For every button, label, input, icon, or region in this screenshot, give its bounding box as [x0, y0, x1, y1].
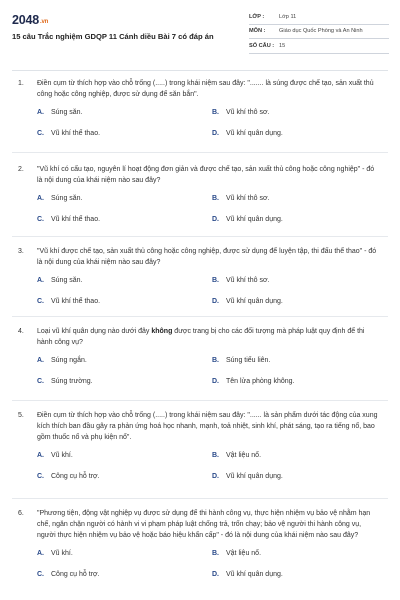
option-grid	[37, 276, 386, 307]
site-logo[interactable]	[12, 13, 48, 27]
option-d[interactable]: D. Vũ khí quân dụng.	[212, 298, 283, 305]
question-item	[0, 158, 400, 240]
question-item	[0, 320, 400, 404]
meta-value: 15	[279, 42, 286, 49]
option-b[interactable]: B. Súng tiểu liên.	[212, 357, 271, 364]
option-grid	[37, 549, 386, 580]
option-b[interactable]: B. Vũ khí thô sơ.	[212, 195, 270, 202]
question-item	[0, 240, 400, 320]
header-divider	[12, 70, 388, 71]
question-number: 4.	[18, 328, 24, 335]
logo-main: 2048	[12, 13, 40, 27]
meta-row-subject	[249, 25, 389, 40]
option-d[interactable]: D. Vũ khí quân dụng.	[212, 216, 283, 223]
option-a[interactable]: A. Súng săn.	[37, 277, 83, 284]
question-text: Loại vũ khí quân dụng nào dưới đây không được trang bị cho các đối tượng mà pháp luật quy định để thi hành công vụ?	[37, 328, 365, 346]
emphasis-text: không	[151, 328, 173, 335]
question-item	[0, 78, 400, 158]
question-divider	[12, 498, 388, 499]
option-grid	[37, 356, 386, 387]
meta-label: SỐ CÂU :	[249, 42, 275, 49]
option-b[interactable]: B. Vũ khí thô sơ.	[212, 109, 270, 116]
question-item	[0, 404, 400, 502]
option-a[interactable]: A. Vũ khí.	[37, 452, 73, 459]
document-title: 15 câu Trắc nghiệm GDQP 11 Cánh diều Bài 7 có đáp án	[12, 32, 214, 41]
question-text: "Phương tiện, động vật nghiệp vụ được sử dụng để thi hành công vụ, thực hiện nhiệm vụ bảo vệ nhằm hạn chế, ngăn chặn người có hành vi vi phạm pháp luật chống trả, trốn chạy; bảo vệ người thi hành công vụ, người thực hiện nhiệm vụ bảo vệ hoặc báo hiệu khẩn cấp" - đó là nội dung của khái niệm nào sau đây?	[37, 510, 371, 539]
option-a[interactable]: A. Súng ngắn.	[37, 357, 87, 364]
question-number: 2.	[18, 166, 24, 173]
option-c[interactable]: C. Công cụ hỗ trợ.	[37, 473, 100, 480]
option-a[interactable]: A. Súng săn.	[37, 195, 83, 202]
option-d[interactable]: D. Vũ khí quân dụng.	[212, 571, 283, 578]
option-grid	[37, 451, 386, 482]
question-divider	[12, 316, 388, 317]
option-d[interactable]: D. Vũ khí quân dụng.	[212, 130, 283, 137]
option-grid	[37, 194, 386, 225]
question-text: "Vũ khí được chế tạo, sản xuất thủ công hoặc công nghiệp, được sử dụng để luyện tập, thi đấu thể thao" - đó là nội dung của khái niệm nào sau đây?	[37, 248, 377, 266]
option-b[interactable]: B. Vật liệu nổ.	[212, 452, 262, 459]
question-number: 3.	[18, 248, 24, 255]
meta-table	[249, 10, 389, 54]
meta-row-count	[249, 39, 389, 54]
meta-value: Giáo dục Quốc Phòng và An Ninh	[279, 28, 363, 35]
option-c[interactable]: C. Súng trường.	[37, 378, 93, 385]
meta-label: MÔN :	[249, 28, 266, 35]
logo-suffix: .vn	[40, 19, 49, 25]
option-d[interactable]: D. Vũ khí quân dụng.	[212, 473, 283, 480]
option-c[interactable]: C. Vũ khí thể thao.	[37, 298, 101, 305]
option-a[interactable]: A. Súng săn.	[37, 109, 83, 116]
question-number: 6.	[18, 510, 24, 517]
question-divider	[12, 236, 388, 237]
question-number: 1.	[18, 80, 24, 87]
option-b[interactable]: B. Vật liệu nổ.	[212, 550, 262, 557]
question-text: "Vũ khí có cấu tạo, nguyên lí hoạt động đơn giản và được chế tạo, sản xuất thủ công hoặc công nghiệp" - đó là nội dung của khái niệm nào sau đây?	[37, 166, 375, 184]
question-divider	[12, 400, 388, 401]
option-c[interactable]: C. Vũ khí thể thao.	[37, 130, 101, 137]
option-b[interactable]: B. Vũ khí thô sơ.	[212, 277, 270, 284]
option-grid	[37, 108, 386, 139]
meta-label: LỚP :	[249, 13, 265, 20]
meta-value: Lớp 11	[279, 13, 297, 20]
option-c[interactable]: C. Công cụ hỗ trợ.	[37, 571, 100, 578]
option-a[interactable]: A. Vũ khí.	[37, 550, 73, 557]
question-list	[0, 78, 400, 600]
question-text: Điền cụm từ thích hợp vào chỗ trống (.....) trong khái niệm sau đây: "....... là súng được chế tạo, sản xuất thủ công hoặc công nghiệp, được sử dụng để săn bắn".	[37, 80, 374, 98]
question-item	[0, 502, 400, 600]
meta-row-class	[249, 10, 389, 25]
option-c[interactable]: C. Vũ khí thể thao.	[37, 216, 101, 223]
question-number: 5.	[18, 412, 24, 419]
document-header	[0, 0, 400, 62]
question-divider	[12, 152, 388, 153]
question-text: Điền cụm từ thích hợp vào chỗ trống (.....) trong khái niệm sau đây: "...... là sản phẩm dưới tác động của xung kích thích ban đầu gây ra phản ứng hoá học nhanh, mạnh, toả nhiệt, sinh khí, phát sáng, tạo ra tiếng nổ, bao gồm thuốc nổ và phụ kiện nổ".	[37, 412, 378, 441]
option-d[interactable]: D. Tên lửa phòng không.	[212, 378, 295, 385]
